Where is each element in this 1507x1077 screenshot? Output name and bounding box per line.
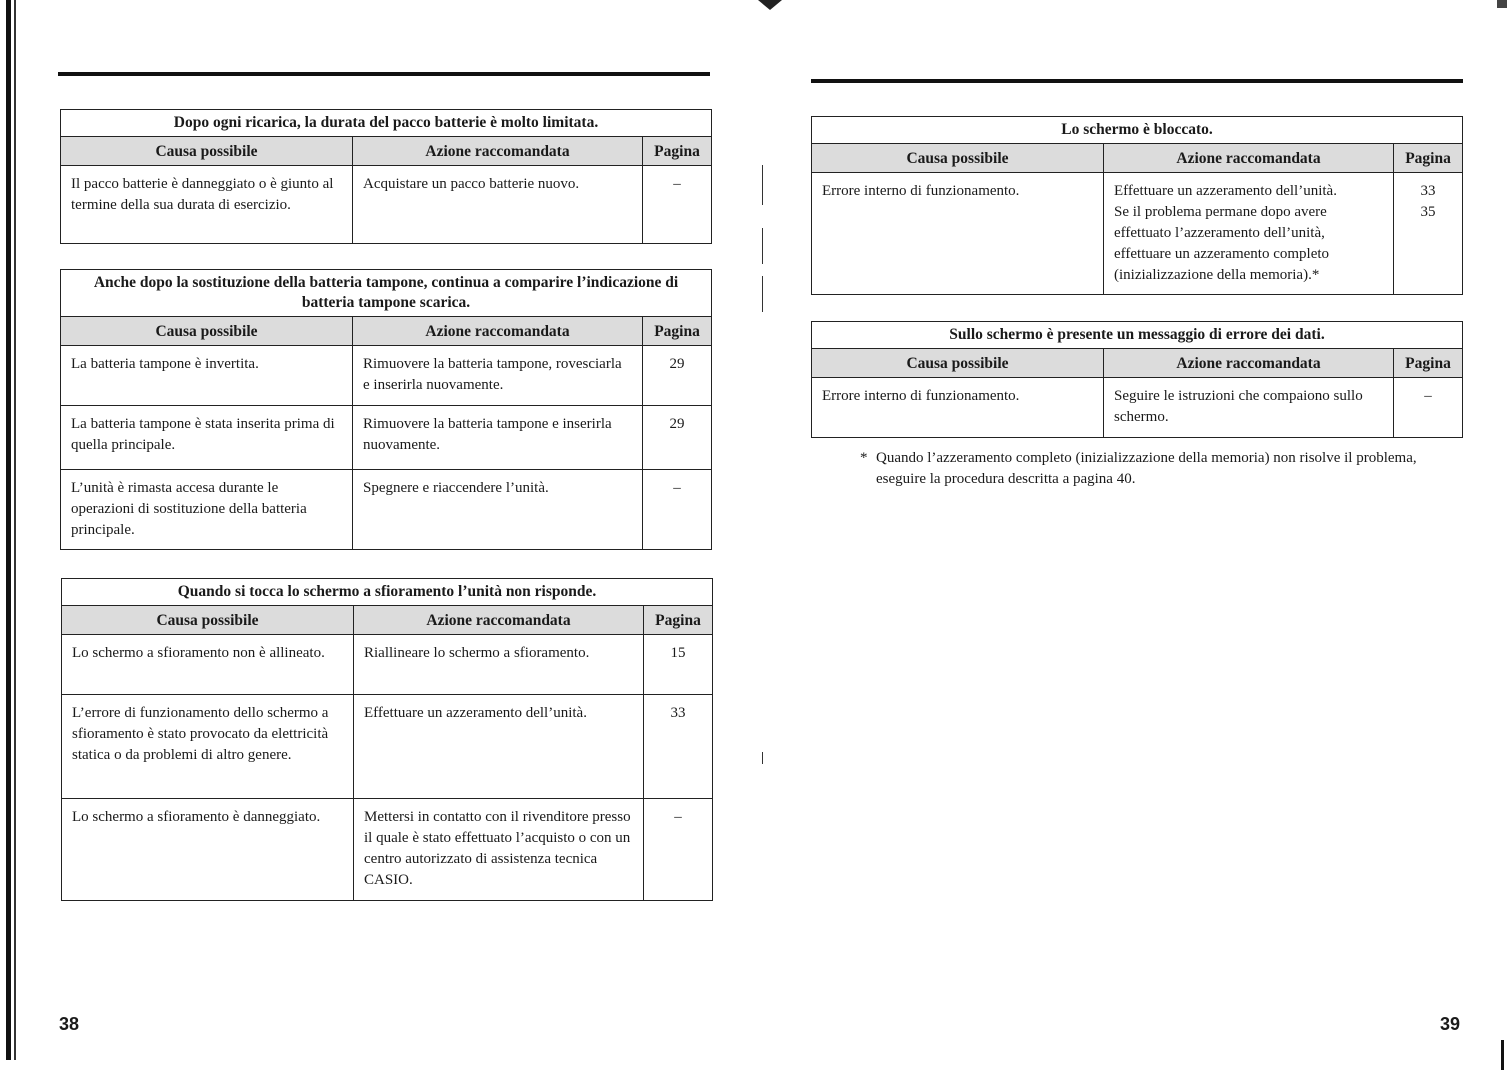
col-header-page: Pagina xyxy=(643,317,712,346)
cause-cell: Errore interno di funzionamento. xyxy=(812,378,1104,438)
table-row xyxy=(61,166,712,244)
col-header-cause: Causa possibile xyxy=(61,317,353,346)
action-cell: Seguire le istruzioni che compaiono sullo schermo. xyxy=(1104,378,1394,438)
page-cell: 33 xyxy=(644,695,713,799)
table-title: Quando si tocca lo schermo a sfioramento l’unità non risponde. xyxy=(62,579,713,606)
col-header-action: Azione raccomandata xyxy=(354,606,644,635)
page-ref: 35 xyxy=(1420,204,1436,220)
page-number-right: 39 xyxy=(1440,1014,1461,1034)
col-header-page: Pagina xyxy=(643,137,712,166)
trouble-table-touch-screen xyxy=(61,578,713,901)
col-header-cause: Causa possibile xyxy=(62,606,354,635)
page-ref: 33 xyxy=(1420,183,1436,199)
page-cell: 29 xyxy=(643,346,712,406)
col-header-action: Azione raccomandata xyxy=(353,317,643,346)
action-cell: Mettersi in contatto con il rivenditore presso il quale è stato effettuato l’acquisto o con un centro autorizzato di assistenza tecnica CASIO. xyxy=(354,799,644,901)
table-row xyxy=(812,378,1463,438)
col-header-cause: Causa possibile xyxy=(812,144,1104,173)
col-header-action: Azione raccomandata xyxy=(1104,349,1394,378)
action-cell: Rimuovere la batteria tampone e inserirla nuovamente. xyxy=(353,406,643,470)
page-cell: – xyxy=(643,470,712,550)
action-cell: Riallineare lo schermo a sfioramento. xyxy=(354,635,644,695)
cause-cell: Il pacco batterie è danneggiato o è giunto al termine della sua durata di esercizio. xyxy=(61,166,353,244)
gutter-mark xyxy=(762,165,763,205)
footnote-text: Quando l’azzeramento completo (inizializzazione della memoria) non risolve il problema, eseguire la procedura descritta a pagina 40. xyxy=(876,450,1417,487)
table-row xyxy=(812,173,1463,295)
action-cell: Acquistare un pacco batterie nuovo. xyxy=(353,166,643,244)
action-cell xyxy=(1104,173,1394,295)
page-number-left: 38 xyxy=(59,1014,80,1034)
footnote xyxy=(860,448,1440,490)
cause-cell: L’errore di funzionamento dello schermo a sfioramento è stato provocato da elettricità statica o da problemi di altro genere. xyxy=(62,695,354,799)
col-header-cause: Causa possibile xyxy=(812,349,1104,378)
page-cell: – xyxy=(1394,378,1463,438)
table-row xyxy=(62,799,713,901)
page-cell: – xyxy=(643,166,712,244)
trouble-table-data-error xyxy=(811,321,1463,438)
scan-edge-mark xyxy=(1501,1040,1504,1070)
page-cell: – xyxy=(644,799,713,901)
footnote-marker: * xyxy=(860,450,868,466)
page-cell xyxy=(1394,173,1463,295)
header-rule-left xyxy=(58,72,710,76)
cause-cell: Lo schermo a sfioramento è danneggiato. xyxy=(62,799,354,901)
action-line: Effettuare un azzeramento dell’unità. xyxy=(1114,183,1337,199)
col-header-page: Pagina xyxy=(644,606,713,635)
gutter-mark xyxy=(762,752,763,764)
action-cell: Spegnere e riaccendere l’unità. xyxy=(353,470,643,550)
trouble-table-backup-battery xyxy=(60,269,712,550)
cause-cell: L’unità è rimasta accesa durante le operazioni di sostituzione della batteria principale. xyxy=(61,470,353,550)
cause-cell: Errore interno di funzionamento. xyxy=(812,173,1104,295)
binding-edge xyxy=(6,0,11,1060)
page-cell: 15 xyxy=(644,635,713,695)
table-row xyxy=(61,470,712,550)
header-rule-right xyxy=(811,79,1463,83)
col-header-action: Azione raccomandata xyxy=(1104,144,1394,173)
trouble-table-screen-locked xyxy=(811,116,1463,295)
gutter-mark xyxy=(762,228,763,264)
action-line: Se il problema permane dopo avere effettuato l’azzeramento dell’unità, effettuare un azzeramento completo (inizializzazione della memoria).* xyxy=(1114,204,1330,283)
table-title: Lo schermo è bloccato. xyxy=(812,117,1463,144)
table-row xyxy=(62,695,713,799)
page-cell: 29 xyxy=(643,406,712,470)
cause-cell: La batteria tampone è stata inserita prima di quella principale. xyxy=(61,406,353,470)
col-header-page: Pagina xyxy=(1394,349,1463,378)
table-row xyxy=(61,406,712,470)
scan-mark-corner xyxy=(1497,0,1507,8)
action-cell: Effettuare un azzeramento dell’unità. xyxy=(354,695,644,799)
scan-mark-top xyxy=(758,0,782,10)
cause-cell: Lo schermo a sfioramento non è allineato. xyxy=(62,635,354,695)
gutter-mark xyxy=(762,276,763,312)
col-header-action: Azione raccomandata xyxy=(353,137,643,166)
table-row xyxy=(62,635,713,695)
cause-cell: La batteria tampone è invertita. xyxy=(61,346,353,406)
table-row xyxy=(61,346,712,406)
table-title: Sullo schermo è presente un messaggio di errore dei dati. xyxy=(812,322,1463,349)
col-header-cause: Causa possibile xyxy=(61,137,353,166)
action-cell: Rimuovere la batteria tampone, rovesciarla e inserirla nuovamente. xyxy=(353,346,643,406)
trouble-table-battery-life xyxy=(60,109,712,244)
col-header-page: Pagina xyxy=(1394,144,1463,173)
binding-edge-inner xyxy=(14,0,16,1060)
table-title: Anche dopo la sostituzione della batteria tampone, continua a comparire l’indicazione di batteria tampone scarica. xyxy=(61,270,712,317)
table-title: Dopo ogni ricarica, la durata del pacco batterie è molto limitata. xyxy=(61,110,712,137)
